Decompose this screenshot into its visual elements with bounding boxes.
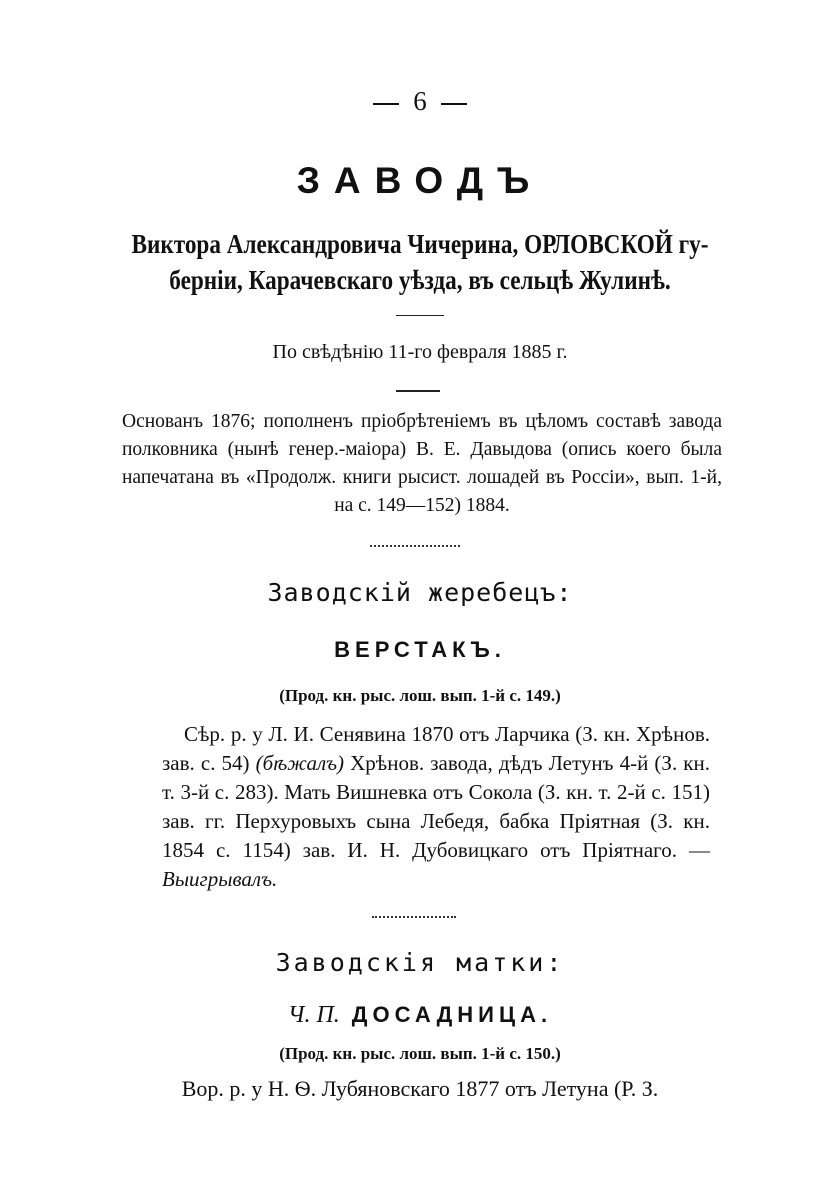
- description-text-2: Хрѣнов. завода, дѣдъ Летунъ 4-й (З. кн. т. 3-й с. 283). Мать Вишневка отъ Сокола (З. кн. т. 2-й с. 151) зав. гг. Перхуровыхъ сына Лебедя, бабка Пріятная (З. кн. 1854 с. 1154) зав. И. Н. Дубовицкаго отъ Пріятнаго. —: [162, 751, 710, 862]
- stallion-heading: Заводскій жеребецъ:: [267, 578, 573, 607]
- divider-short: [396, 315, 444, 316]
- description-italic-2: Выигрывалъ.: [162, 867, 278, 891]
- mare-description-first-line: Вор. р. у Н. Ѳ. Лубяновскаго 1877 отъ Летуна (Р. З.: [181, 1076, 659, 1101]
- subtitle-line-2: берніи, Карачевскаго уѣзда, въ сельцѣ Жулинѣ.: [169, 265, 671, 295]
- document-subtitle: [59, 226, 781, 298]
- subtitle-line-1: Виктора Александровича Чичерина, ОРЛОВСКОЙ гу-: [131, 229, 709, 259]
- description-italic-1: (бѣжалъ): [255, 751, 345, 775]
- description-text-1: Сѣр. р. у Л. И. Сенявина 1870 отъ Ларчика (З. кн. Хрѣнов. зав. с. 54): [162, 722, 710, 775]
- page-number-dash-left: [373, 103, 399, 105]
- ornament-divider-2: [372, 916, 456, 921]
- page-number: [0, 86, 840, 117]
- page-number-dash-right: [441, 103, 467, 105]
- stallion-reference: (Прод. кн. рыс. лош. вып. 1-й с. 149.): [279, 686, 561, 705]
- mare-reference: (Прод. кн. рыс. лош. вып. 1-й с. 150.): [279, 1044, 561, 1063]
- mares-heading: Заводскія матки:: [275, 948, 565, 977]
- divider-rule: [396, 390, 440, 392]
- stallion-name: ВЕРСТАКЪ.: [334, 637, 506, 662]
- ornament-divider: [370, 545, 460, 550]
- date-line: По свѣдѣнію 11-го февраля 1885 г.: [272, 341, 568, 363]
- document-title: ЗАВОДЪ: [296, 160, 544, 201]
- mare-name: ДОСАДНИЦА.: [351, 1002, 553, 1027]
- stallion-description: [162, 720, 710, 894]
- mare-name-line: [0, 1002, 840, 1029]
- page-number-value: 6: [413, 86, 427, 116]
- mare-prefix: Ч. П.: [287, 1002, 340, 1028]
- foundation-paragraph: Основанъ 1876; пополненъ пріобрѣтеніемъ въ цѣломъ составѣ завода полковника (нынѣ генер.-маіора) В. Е. Давыдова (опись коего была напечатана въ «Продолж. книги рысист. лошадей въ Россіи», вып. 1-й, на с. 149—152) 1884.: [122, 411, 722, 516]
